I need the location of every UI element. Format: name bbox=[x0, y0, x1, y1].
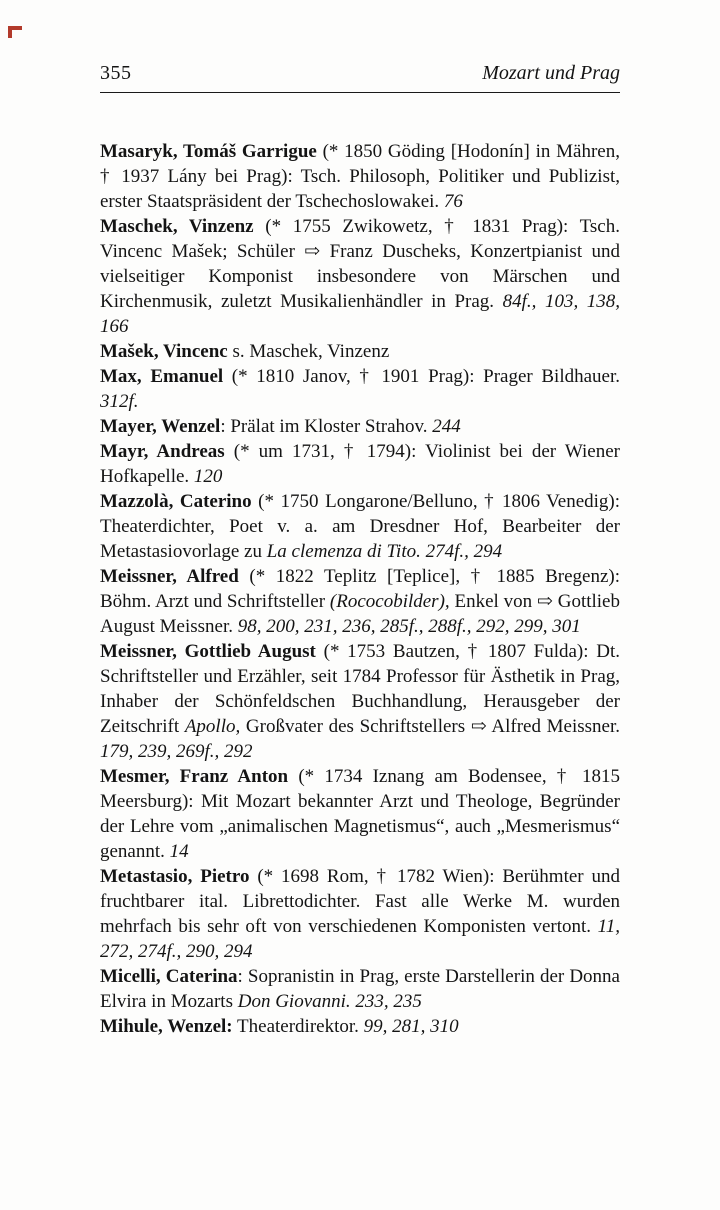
entry-pages: 98, 200, 231, 236, 285f., 288f., 292, 299, 301 bbox=[237, 616, 581, 637]
index-entry bbox=[100, 339, 620, 364]
index-entry bbox=[100, 1014, 620, 1039]
entry-headword: Mayer, Wenzel bbox=[100, 416, 221, 437]
entry-text: Großvater des Schriftstellers ⇨ Alfred Meissner. bbox=[240, 716, 620, 737]
entry-work: La clemenza di Tito. bbox=[266, 541, 421, 562]
index-entry bbox=[100, 564, 620, 639]
entry-headword: Mihule, Wenzel: bbox=[100, 1016, 233, 1037]
index-entry bbox=[100, 864, 620, 964]
entry-headword: Maschek, Vinzenz bbox=[100, 216, 254, 237]
entry-text: (* 1850 Göding [Hodonín] in Mähren, † 1937 Lány bei Prag): Tsch. Philosoph, Politiker und Publizist, erster Staatspräsident der Tschechoslowakei. bbox=[100, 141, 620, 212]
entry-work: Don Giovanni. bbox=[237, 991, 351, 1012]
entry-text: (* 1753 Bautzen, † 1807 Fulda): Dt. Schriftsteller und Erzähler, seit 1784 Professor für Ästhetik in Prag, Inhaber der Schönfeldschen Buchhandlung, Herausgeber der Zeitschrift bbox=[100, 641, 621, 737]
running-head-title: Mozart und Prag bbox=[482, 62, 620, 84]
entry-text: : Prälat im Kloster Strahov. bbox=[220, 416, 433, 437]
entry-headword: Micelli, Caterina bbox=[100, 966, 238, 987]
entry-list bbox=[100, 139, 620, 1039]
entry-pages: 274f., 294 bbox=[425, 541, 503, 562]
index-entry bbox=[100, 639, 620, 764]
entry-headword: Masaryk, Tomáš Garrigue bbox=[100, 141, 317, 162]
running-head bbox=[100, 62, 620, 93]
index-entry bbox=[100, 214, 620, 339]
index-entry bbox=[100, 364, 620, 414]
entry-work: (Rococobilder), bbox=[329, 591, 450, 612]
entry-text: (* um 1731, † 1794): Violinist bei der Wiener Hofkapelle. bbox=[100, 441, 620, 487]
entry-text: (* 1698 Rom, † 1782 Wien): Berühmter und fruchtbarer ital. Librettodichter. Fast alle Werke M. wurden mehrfach bis sehr oft von verschiedenen Komponisten vertont. bbox=[100, 866, 620, 937]
entry-text: (* 1755 Zwikowetz, † 1831 Prag): Tsch. Vincenc Mašek; Schüler ⇨ Franz Duscheks, Konzertpianist und vielseitiger Komponist insbesondere von Märschen und Kirchenmusik, zuletzt Musikalienhändler in Prag. bbox=[100, 216, 620, 312]
entry-pages: 84f., 103, 138, 166 bbox=[100, 291, 620, 337]
entry-headword: Mašek, Vincenc bbox=[100, 341, 228, 362]
entry-text: (* 1734 Iznang am Bodensee, † 1815 Meersburg): Mit Mozart bekannter Arzt und Theologe, Begründer der Lehre vom „animalischen Magnetismus“, auch „Mesmerismus“ genannt. bbox=[100, 766, 620, 862]
entry-pages: 233, 235 bbox=[355, 991, 422, 1012]
entry-text: Theaterdirektor. bbox=[232, 1016, 364, 1037]
entry-headword: Mayr, Andreas bbox=[100, 441, 225, 462]
red-corner-mark bbox=[8, 26, 22, 38]
entry-headword: Mazzolà, Caterino bbox=[100, 491, 252, 512]
entry-pages: 14 bbox=[169, 841, 189, 862]
entry-work: Apollo, bbox=[184, 716, 241, 737]
entry-pages: 99, 281, 310 bbox=[363, 1016, 459, 1037]
index-entry bbox=[100, 414, 620, 439]
entry-pages: 312f. bbox=[100, 391, 139, 412]
index-entry bbox=[100, 964, 620, 1014]
entry-headword: Metastasio, Pietro bbox=[100, 866, 250, 887]
page-content bbox=[100, 0, 620, 1039]
index-entry bbox=[100, 439, 620, 489]
entry-headword: Meissner, Alfred bbox=[100, 566, 239, 587]
entry-pages: 179, 239, 269f., 292 bbox=[100, 741, 253, 762]
entry-headword: Max, Emanuel bbox=[100, 366, 224, 387]
index-entry bbox=[100, 489, 620, 564]
entry-text: Enkel von ⇨ Gottlieb August Meissner. bbox=[100, 591, 620, 637]
entry-pages: 120 bbox=[193, 466, 223, 487]
entry-text: : Sopranistin in Prag, erste Darstellerin der Donna Elvira in Mozarts bbox=[100, 966, 620, 1012]
entry-pages: 76 bbox=[443, 191, 463, 212]
entry-text: (* 1810 Janov, † 1901 Prag): Prager Bildhauer. bbox=[223, 366, 620, 387]
index-entry bbox=[100, 139, 620, 214]
index-entry bbox=[100, 764, 620, 864]
page-number: 355 bbox=[100, 62, 132, 84]
entry-text: (* 1750 Longarone/Belluno, † 1806 Venedig): Theaterdichter, Poet v. a. am Dresdner Hof, Bearbeiter der Metastasiovorlage zu bbox=[100, 491, 621, 562]
entry-pages: 11, 272, 274f., 290, 294 bbox=[100, 916, 620, 962]
entry-headword: Meissner, Gottlieb August bbox=[100, 641, 316, 662]
entry-text: (* 1822 Teplitz [Teplice], † 1885 Bregenz): Böhm. Arzt und Schriftsteller bbox=[100, 566, 620, 612]
entry-text: s. Maschek, Vinzenz bbox=[227, 341, 390, 362]
entry-pages: 244 bbox=[432, 416, 461, 437]
entry-headword: Mesmer, Franz Anton bbox=[100, 766, 289, 787]
